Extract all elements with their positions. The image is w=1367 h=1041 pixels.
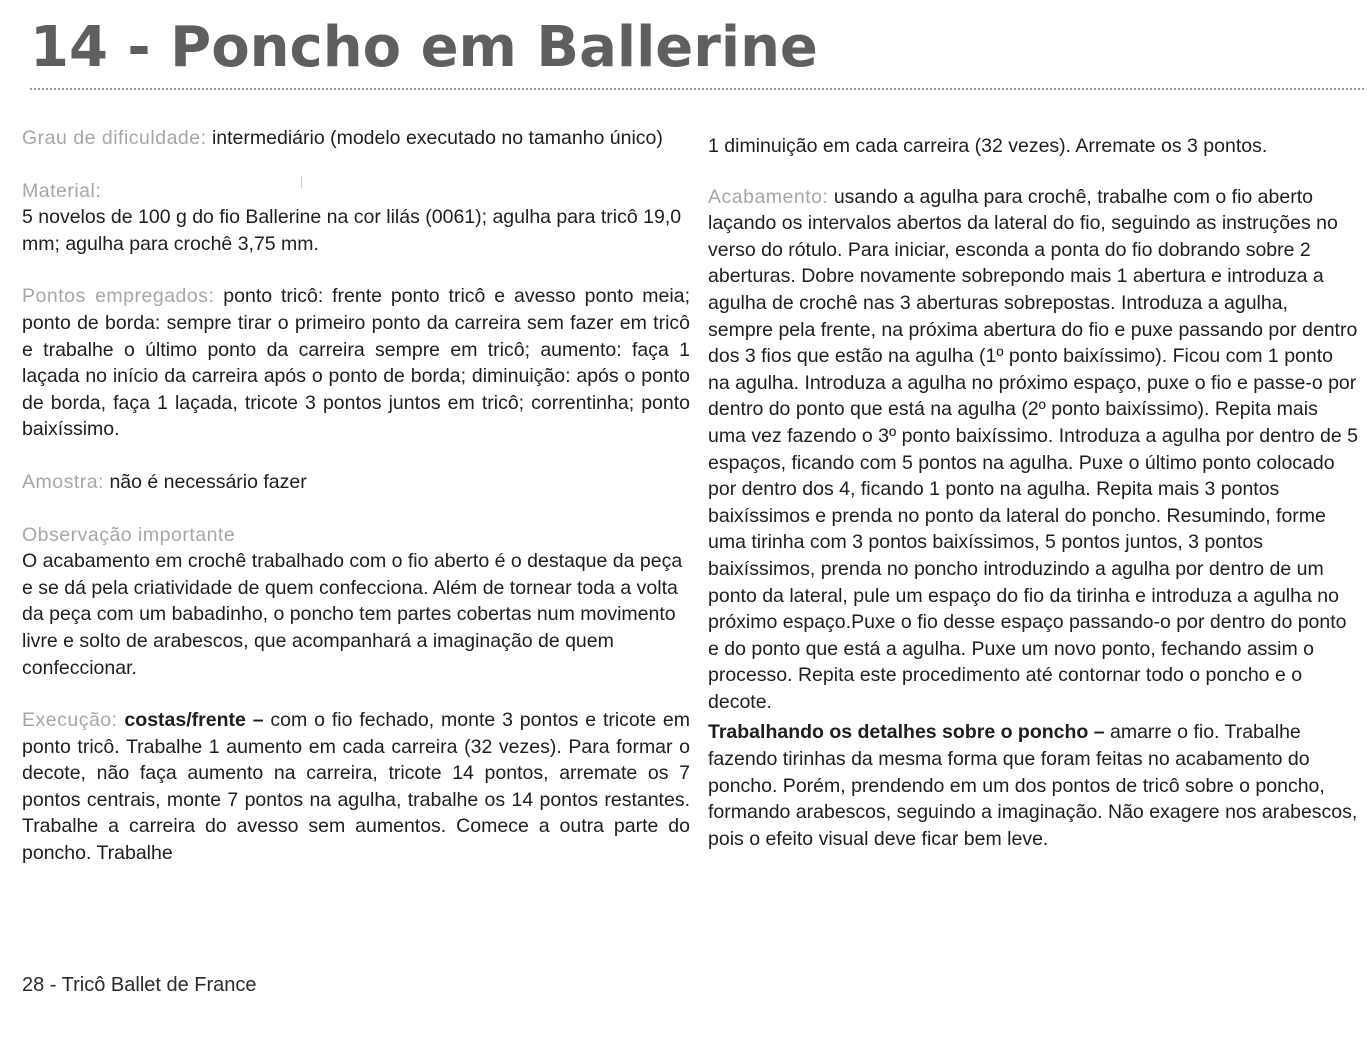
page-title: 14 - Poncho em Ballerine <box>30 15 818 80</box>
section-material <box>22 178 690 258</box>
material-text: 5 novelos de 100 g do fio Ballerine na cor lilás (0061); agulha para tricô 19,0 mm; agulha para crochê 3,75 mm. <box>22 206 682 255</box>
section-grau <box>22 125 690 152</box>
observacao-text: O acabamento em crochê trabalhado com o fio aberto é o destaque da peça e se dá pela criatividade de quem confecciona. Além de tornear toda a volta da peça com um babadinho, o poncho tem partes cobertas num movimento livre e solto de arabescos, que acompanhará a imaginação de quem confeccionar. <box>22 550 683 679</box>
grau-label: Grau de dificuldade: <box>22 127 207 149</box>
right-column <box>708 133 1358 878</box>
section-observacao <box>22 522 690 682</box>
acabamento-text: usando a agulha para crochê, trabalhe com o fio aberto laçando os intervalos abertos da lateral do fio, seguindo as instruções no verso do rótulo. Para iniciar, esconda a ponta do fio dobrando sobre 2 aberturas. Dobre novamente sobrepondo mais 1 abertura e introduza a agulha de crochê nas 3 aberturas sobrepostas. Introduza a agulha, sempre pela frente, na próxima abertura do fio e puxe passando por dentro dos 3 fios que estão na agulha (1º ponto baixíssimo). Ficou com 1 ponto na agulha. Introduza a agulha no próximo espaço, puxe o fio e passe-o por dentro do ponto que está na agulha (2º ponto baixíssimo). Repita mais uma vez fazendo o 3º ponto baixíssimo. Introduza a agulha por dentro de 5 espaços, ficando com 5 pontos na agulha. Puxe o último ponto colocado por dentro dos 4, ficando 1 ponto na agulha. Repita mais 3 pontos baixíssimos e prenda no ponto da lateral do poncho. Resumindo, forme uma tirinha com 3 pontos baixíssimos, 5 pontos juntos, 3 pontos baixíssimos, prenda no poncho introduzindo a agulha por dentro de um ponto da lateral, pule um espaço do fio da tirinha e introduza a agulha no próximo espaço.Puxe o fio desse espaço passando-o por dentro do ponto e do ponto que está a agulha. Puxe um novo ponto, fechando assim o processo. Repita este procedimento até contornar todo o poncho e o decote. <box>708 185 1358 713</box>
amostra-label: Amostra: <box>22 470 105 493</box>
grau-text: intermediário (modelo executado no tamanho único) <box>206 127 663 149</box>
observacao-label: Observação importante <box>22 523 236 546</box>
page-footer: 28 - Tricô Ballet de France <box>22 974 257 996</box>
material-label: Material: <box>22 179 102 202</box>
execucao-text: com o fio fechado, monte 3 pontos e tricote em ponto tricô. Trabalhe 1 aumento em cada carreira (32 vezes). Para formar o decote, não faça aumento na carreira, tricote 14 pontos, arremate os 7 pontos centrais, monte 7 pontos na agulha, trabalhe os 14 pontos restantes. Trabalhe a carreira do avesso sem aumentos. Comece a outra parte do poncho. Trabalhe <box>22 709 691 865</box>
amostra-text: não é necessário fazer <box>104 470 307 493</box>
pontos-text: ponto tricô: frente ponto tricô e avesso ponto meia; ponto de borda: sempre tirar o primeiro ponto da carreira sem fazer em tricô e trabalhe o último ponto da carreira sempre em tricô; aumento: faça 1 laçada no início da carreira após o ponto de borda; diminuição: após o ponto de borda, faça 1 laçada, tricote 3 pontos juntos em tricô; correntinha; ponto baixíssimo. <box>22 285 690 441</box>
section-execucao <box>22 707 690 867</box>
left-column <box>22 125 690 893</box>
pontos-label: Pontos empregados: <box>22 285 215 308</box>
execucao-cont-text: 1 diminuição em cada carreira (32 vezes). Arremate os 3 pontos. <box>708 135 1268 157</box>
title-divider <box>30 88 1364 90</box>
section-acabamento <box>708 184 1358 716</box>
acabamento-label: Acabamento: <box>708 185 829 208</box>
section-amostra <box>22 469 690 496</box>
section-detalhes <box>708 719 1358 852</box>
detalhes-bold: Trabalhando os detalhes sobre o poncho – <box>708 721 1105 744</box>
execucao-label: Execução: <box>22 709 118 732</box>
execucao-bold: costas/frente – <box>117 709 264 732</box>
section-pontos <box>22 283 690 443</box>
section-execucao-cont <box>708 133 1358 160</box>
detalhes-text: amarre o fio. Trabalhe fazendo tirinhas da mesma forma que foram feitas no acabamento do poncho. Porém, prendendo em um dos pontos de tricô sobre o poncho, formando arabescos, seguindo a imaginação. Não exagere nos arabescos, pois o efeito visual deve ficar bem leve. <box>708 721 1358 850</box>
